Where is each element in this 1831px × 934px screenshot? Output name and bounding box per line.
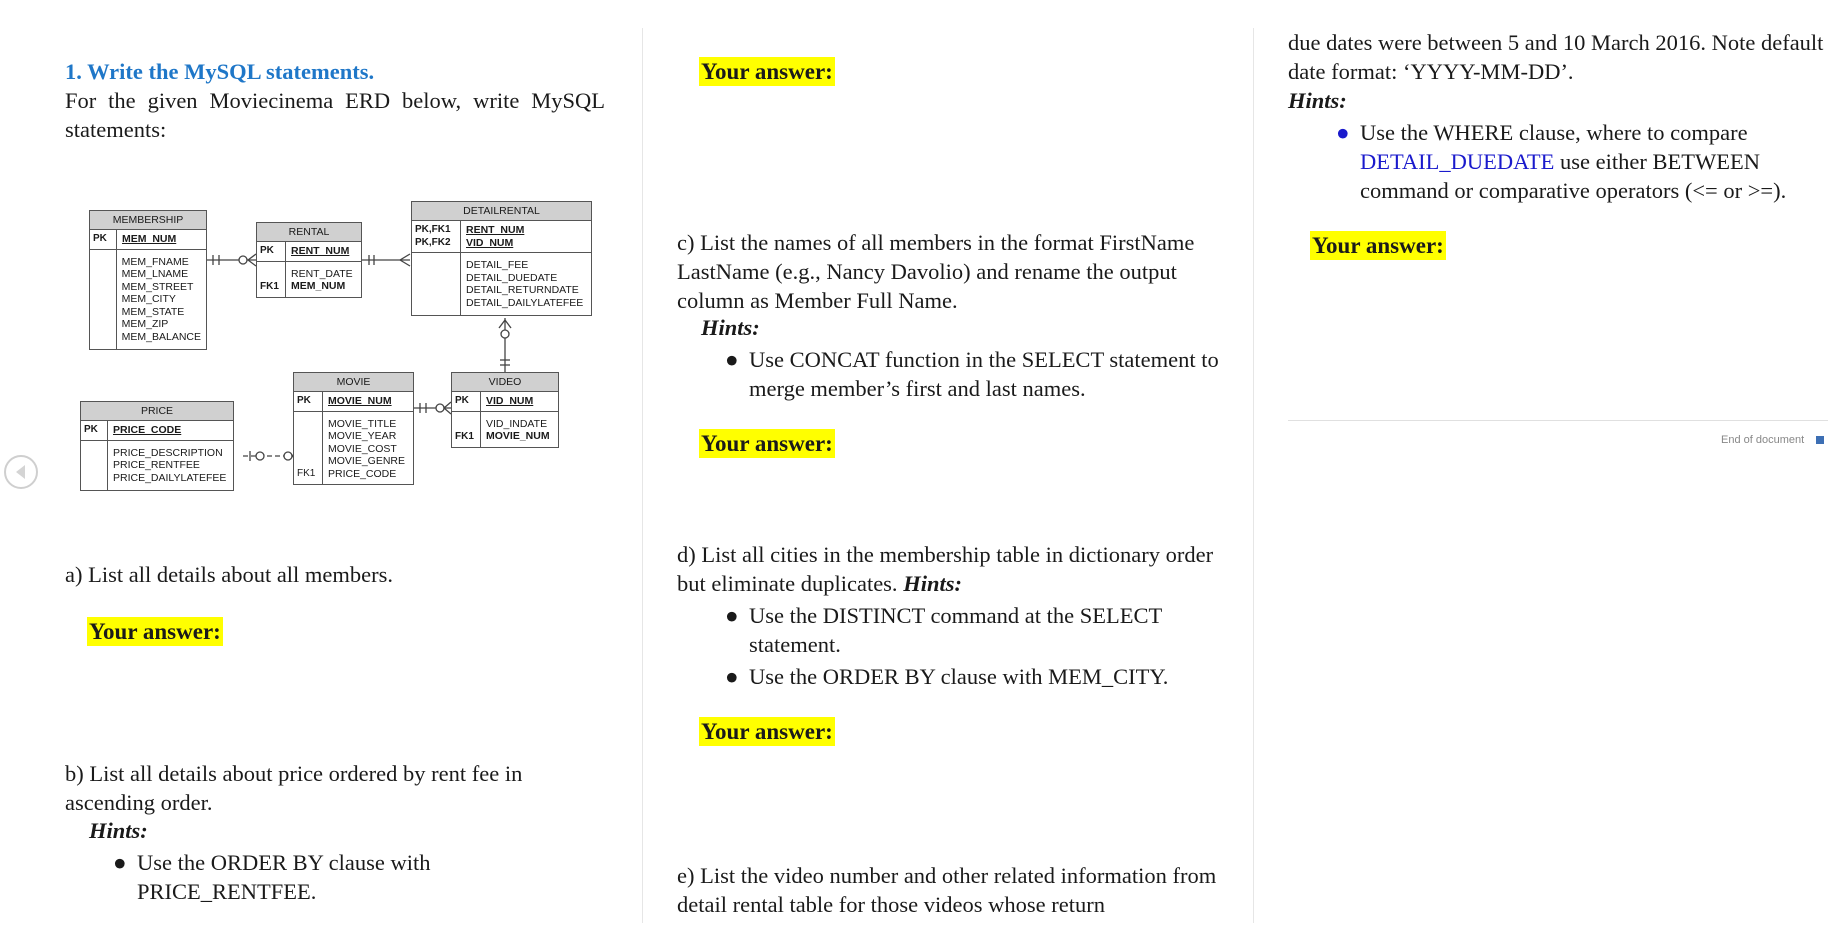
key-label: PK,FK1 PK,FK2 xyxy=(412,221,461,252)
fk-label: FK1 xyxy=(294,412,323,485)
end-square-icon xyxy=(1816,436,1824,444)
key-label: PK xyxy=(90,230,117,249)
bullet-dot: ● xyxy=(725,664,739,689)
answer-label-a: Your answer: xyxy=(89,619,221,644)
chevron-left-icon xyxy=(12,463,30,481)
entity-video xyxy=(451,372,559,448)
hint-bullet-c1 xyxy=(725,345,1219,403)
question-c: c) List the names of all members in the format FirstName LastName (e.g., Nancy Davolio) and rename the output column as Member Full Name. xyxy=(677,230,1195,313)
key-label: PK xyxy=(294,392,323,411)
entity-fields-row xyxy=(294,412,413,485)
entity-price xyxy=(80,401,234,491)
entity-pk-row xyxy=(412,221,591,253)
pk-field: VID_NUM xyxy=(486,395,534,407)
attribute-list: DETAIL_FEE DETAIL_DUEDATE DETAIL_RETURNDATE DETAIL_DAILYLATEFEE xyxy=(466,259,584,309)
question-a: a) List all details about all members. xyxy=(65,562,394,587)
answer-label-b: Your answer: xyxy=(701,59,833,84)
column-2 xyxy=(677,0,1222,934)
answer-label-c: Your answer: xyxy=(701,431,833,456)
entity-title: DETAILRENTAL xyxy=(412,202,591,221)
entity-title: MOVIE xyxy=(294,373,413,392)
key-label-empty xyxy=(81,441,108,491)
question-e: e) List the video number and other related information from detail rental table for those videos whose return xyxy=(677,863,1217,917)
fk-label: FK1 xyxy=(452,412,481,447)
entity-detailrental xyxy=(411,201,592,316)
attribute-list: MOVIE_TITLE MOVIE_YEAR MOVIE_COST MOVIE_GENRE xyxy=(328,417,406,467)
fk-field: PRICE_CODE xyxy=(328,467,397,480)
question-d xyxy=(677,540,1222,598)
key-label: PK xyxy=(81,421,108,440)
entity-pk-row xyxy=(452,392,558,412)
hint-bullet-b1-text: Use the ORDER BY clause with PRICE_RENTFEE. xyxy=(137,850,431,904)
bullet-dot: ● xyxy=(1336,120,1350,145)
entity-membership xyxy=(89,210,207,350)
entity-title: MEMBERSHIP xyxy=(90,211,206,230)
question-b: b) List all details about price ordered by rent fee in ascending order. xyxy=(65,761,523,815)
pk-field: RENT_NUM xyxy=(291,245,350,257)
entity-title: RENTAL xyxy=(257,223,361,242)
entity-fields-row xyxy=(452,412,558,447)
bullet-dot: ● xyxy=(725,603,739,628)
fk-field: MEM_NUM xyxy=(291,280,346,292)
entity-title: PRICE xyxy=(81,402,233,421)
entity-pk-row xyxy=(90,230,206,250)
hints-label-b: Hints: xyxy=(89,818,148,843)
entity-title: VIDEO xyxy=(452,373,558,392)
entity-pk-row xyxy=(81,421,233,441)
field-reference: DETAIL_DUEDATE xyxy=(1360,149,1555,174)
entity-movie xyxy=(293,372,414,485)
hint-bullet-e1-text-cont: use either BETWEEN command or comparative operators (<= or >=). xyxy=(1360,149,1787,203)
entity-rental xyxy=(256,222,362,298)
attribute-list: VID_INDATE xyxy=(486,417,548,430)
attribute-list: PRICE_DESCRIPTION PRICE_RENTFEE PRICE_DAILYLATEFEE xyxy=(113,446,227,484)
hints-label-d: Hints: xyxy=(903,571,962,596)
end-of-document-label: End of document xyxy=(1721,434,1805,446)
key-label: PK xyxy=(257,242,286,261)
question-d-text: d) List all cities in the membership table in dictionary order but eliminate duplicates. xyxy=(677,542,1214,596)
attribute-list: MEM_FNAME MEM_LNAME MEM_STREET MEM_CITY MEM_STATE MEM_ZIP MEM_BALANCE xyxy=(121,255,201,343)
pk-field: MOVIE_NUM xyxy=(328,395,392,407)
bullet-dot: ● xyxy=(725,347,739,372)
attribute-list: RENT_DATE xyxy=(291,267,353,280)
column-3 xyxy=(1288,0,1828,934)
intro-paragraph: For the given Moviecinema ERD below, write MySQL statements: xyxy=(65,88,605,142)
entity-fields-row xyxy=(257,262,361,297)
entity-fields-row xyxy=(81,441,233,491)
field-group xyxy=(323,412,410,485)
hint-bullet-e1-text: Use the WHERE clause, where to compare xyxy=(1360,120,1748,145)
fk-label: FK1 xyxy=(257,262,286,297)
hint-bullet-d1 xyxy=(725,601,1219,659)
column-divider xyxy=(1253,28,1254,923)
hint-bullet-b1 xyxy=(113,848,607,906)
hint-bullet-e1 xyxy=(1336,118,1831,205)
hint-bullet-c1-text: Use CONCAT function in the SELECT statement to merge member’s first and last names. xyxy=(749,347,1219,401)
pk-field: PRICE_CODE xyxy=(113,424,182,436)
key-label: PK xyxy=(452,392,481,411)
hint-bullet-d2-text: Use the ORDER BY clause with MEM_CITY. xyxy=(749,664,1169,689)
pk-field: MEM_NUM xyxy=(122,233,177,245)
hints-label-c: Hints: xyxy=(701,315,760,340)
entity-fields-row xyxy=(90,250,206,350)
bullet-dot: ● xyxy=(113,850,127,875)
end-divider xyxy=(1288,420,1828,421)
hints-label-e: Hints: xyxy=(1288,88,1347,113)
field-group xyxy=(481,412,555,447)
entity-pk-row xyxy=(294,392,413,412)
hint-bullet-d1-text: Use the DISTINCT command at the SELECT statement. xyxy=(749,603,1162,657)
key-label-empty xyxy=(90,250,117,350)
column-divider xyxy=(642,28,643,923)
hint-bullet-d2 xyxy=(725,662,1219,691)
fk-field: MOVIE_NUM xyxy=(486,430,550,442)
entity-fields-row xyxy=(412,253,591,315)
entity-pk-row xyxy=(257,242,361,262)
pk-field: RENT_NUM VID_NUM xyxy=(466,224,525,249)
section-heading: 1. Write the MySQL statements. xyxy=(65,59,375,84)
end-of-document-marker xyxy=(1721,434,1824,446)
question-e-continued: due dates were between 5 and 10 March 2016. Note default date format: ‘YYYY-MM-DD’. xyxy=(1288,30,1824,84)
field-group xyxy=(286,262,358,297)
answer-label-d: Your answer: xyxy=(701,719,833,744)
key-label-empty xyxy=(412,253,461,315)
previous-page-button[interactable] xyxy=(4,455,38,489)
answer-label-e: Your answer: xyxy=(1312,233,1444,258)
